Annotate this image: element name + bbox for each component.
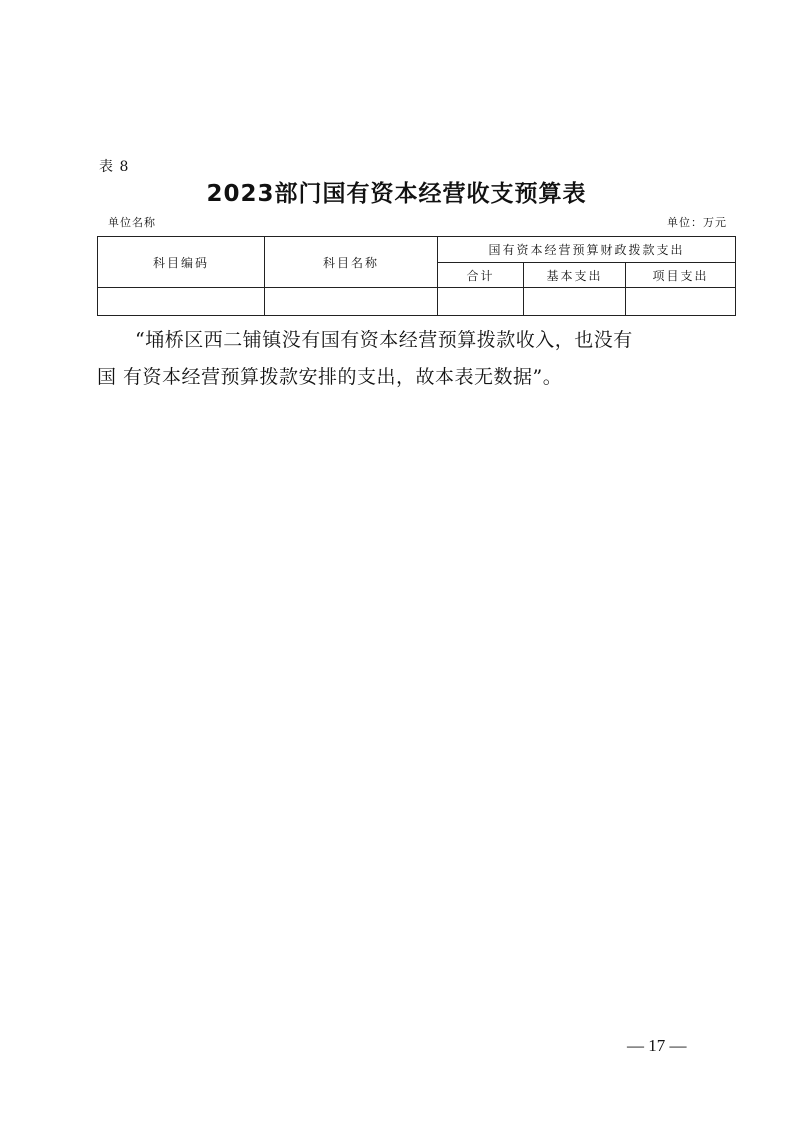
header-project-expenditure: 项目支出 bbox=[626, 263, 736, 288]
table-row bbox=[98, 288, 736, 316]
header-subject-name: 科目名称 bbox=[265, 237, 438, 288]
header-total: 合计 bbox=[438, 263, 524, 288]
table-number-label: 表 8 bbox=[99, 159, 130, 175]
budget-table bbox=[97, 236, 736, 316]
page-number: — 17 — bbox=[627, 1036, 687, 1055]
header-subject-code: 科目编码 bbox=[98, 237, 265, 288]
explanatory-note bbox=[97, 322, 717, 396]
page-title: 2023部门国有资本经营收支预算表 bbox=[206, 181, 587, 207]
table-cell bbox=[98, 288, 265, 316]
note-line-2: 国 有资本经营预算拨款安排的支出，故本表无数据”。 bbox=[97, 366, 563, 388]
table-cell bbox=[265, 288, 438, 316]
header-group-expenditure: 国有资本经营预算财政拨款支出 bbox=[438, 237, 736, 263]
unit-label: 单位：万元 bbox=[667, 216, 727, 229]
table-header-row bbox=[98, 237, 736, 263]
header-basic-expenditure: 基本支出 bbox=[524, 263, 626, 288]
table-cell bbox=[438, 288, 524, 316]
note-line-1: “埇桥区西二铺镇没有国有资本经营预算拨款收入，也没有 bbox=[135, 329, 633, 351]
unit-name-label: 单位名称 bbox=[108, 216, 156, 229]
table-cell bbox=[626, 288, 736, 316]
table-cell bbox=[524, 288, 626, 316]
